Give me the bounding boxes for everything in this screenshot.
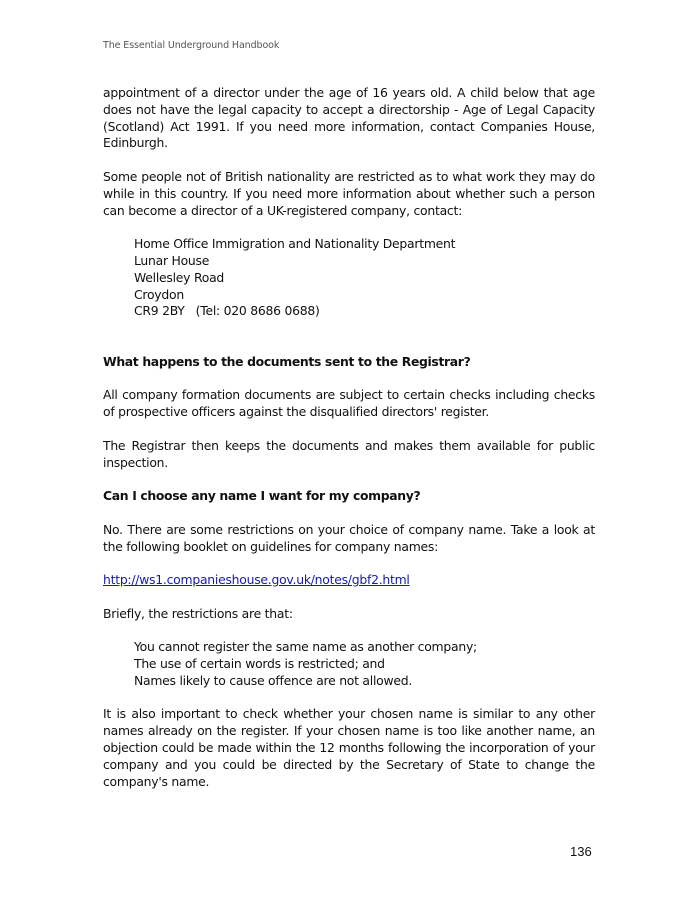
address-line: Lunar House xyxy=(134,252,210,268)
restriction-item: The use of certain words is restricted; and xyxy=(134,656,385,672)
restriction-item: You cannot register the same name as another company; xyxy=(134,639,477,655)
paragraph-checks: All company formation documents are subject to certain checks including checks of prospective officers against the disqualified directors' register. xyxy=(103,387,595,420)
paragraph-nationality: Some people not of British nationality are restricted as to what work they may do while in this country. If you need more information about whether such a person can become a director of a UK-registered company, contact: xyxy=(103,168,595,218)
section-heading-documents: What happens to the documents sent to the Registrar? xyxy=(103,353,471,369)
address-block xyxy=(103,236,595,320)
address-line: Wellesley Road xyxy=(134,269,225,285)
section-heading-name: Can I choose any name I want for my company? xyxy=(103,488,421,504)
page-content xyxy=(103,85,595,790)
paragraph-intro: appointment of a director under the age of 16 years old. A child below that age does not have the legal capacity to accept a directorship - Age of Legal Capacity (Scotland) Act 1991. If you need more information, contact Companies House, Edinburgh. xyxy=(103,85,595,151)
restrictions-list xyxy=(103,639,595,689)
restriction-item: Names likely to cause offence are not allowed. xyxy=(134,672,413,688)
address-line: Home Office Immigration and Nationality Department xyxy=(134,236,456,252)
paragraph-briefly: Briefly, the restrictions are that: xyxy=(103,605,293,621)
address-line: CR9 2BY (Tel: 020 8686 0688) xyxy=(134,303,320,319)
paragraph-registrar: The Registrar then keeps the documents and makes them available for public inspection. xyxy=(103,437,595,470)
page-number: 136 xyxy=(570,844,592,859)
paragraph-restrictions: No. There are some restrictions on your choice of company name. Take a look at the following booklet on guidelines for company names: xyxy=(103,521,595,554)
running-header: The Essential Underground Handbook xyxy=(103,40,280,51)
guidelines-link[interactable]: http://ws1.companieshouse.gov.uk/notes/gbf2.html xyxy=(103,572,410,588)
paragraph-similar-names: It is also important to check whether your chosen name is similar to any other names already on the register. If your chosen name is too like another name, an objection could be made within the 12 months following the incorporation of your company and you could be directed by the Secretary of State to change the company's name. xyxy=(103,706,595,789)
address-line: Croydon xyxy=(134,286,184,302)
